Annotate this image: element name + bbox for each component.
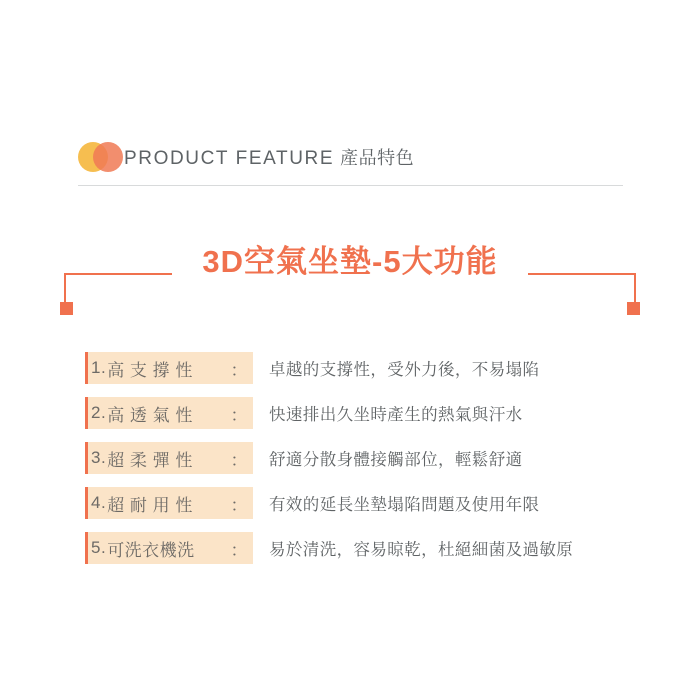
feature-colon: ：: [230, 540, 248, 560]
feature-key-label: 高 支 撐 性: [107, 360, 193, 380]
list-item: [85, 532, 625, 564]
feature-colon: ：: [230, 405, 248, 425]
feature-number: 1.: [91, 358, 107, 377]
feature-key-label: 超 柔 彈 性: [107, 450, 193, 470]
feature-value: 快速排出久坐時產生的熱氣與汗水: [269, 406, 523, 424]
feature-number: 3.: [91, 448, 107, 467]
headline-square-left: [60, 302, 73, 315]
brand-dot-orange-icon: [93, 142, 123, 172]
page-title: [124, 144, 414, 170]
feature-key: [85, 487, 253, 519]
feature-value: 舒適分散身體接觸部位，輕鬆舒適: [269, 451, 523, 469]
feature-key: [85, 532, 253, 564]
page-title-en: PRODUCT FEATURE: [124, 148, 335, 169]
feature-number: 2.: [91, 403, 107, 422]
headline-square-right: [627, 302, 640, 315]
header-divider: [78, 185, 623, 186]
feature-key: [85, 397, 253, 429]
headline-block: [60, 240, 640, 326]
feature-value: 卓越的支撐性，受外力後，不易塌陷: [269, 361, 540, 379]
list-item: [85, 352, 625, 384]
feature-number: 5.: [91, 538, 107, 557]
brand-dots-icon: [78, 142, 126, 172]
list-item: [85, 442, 625, 474]
page-title-cn: 產品特色: [340, 148, 415, 168]
list-item: [85, 487, 625, 519]
feature-key-label: 超 耐 用 性: [107, 495, 193, 515]
feature-colon: ：: [230, 495, 248, 515]
feature-key: [85, 442, 253, 474]
feature-key-label: 高 透 氣 性: [107, 405, 193, 425]
feature-key-label: 可洗衣機洗: [107, 540, 195, 560]
headline-text: 3D空氣坐墊-5大功能: [202, 244, 498, 279]
feature-colon: ：: [230, 360, 248, 380]
feature-value: 有效的延長坐墊塌陷問題及使用年限: [269, 496, 540, 514]
page-header: [78, 140, 623, 192]
feature-key: [85, 352, 253, 384]
feature-list: [85, 352, 625, 577]
feature-value: 易於清洗，容易晾乾，杜絕細菌及過敏原: [269, 541, 574, 559]
list-item: [85, 397, 625, 429]
feature-number: 4.: [91, 493, 107, 512]
feature-colon: ：: [230, 450, 248, 470]
